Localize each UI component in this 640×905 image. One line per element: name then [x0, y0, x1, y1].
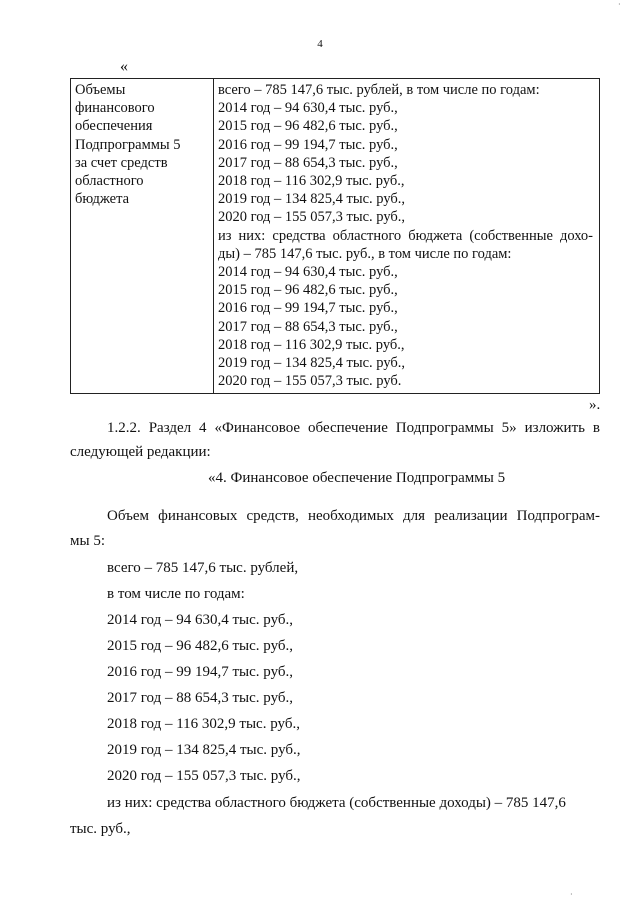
- closing-quote: ».: [589, 397, 601, 413]
- value-line-year: 2015 год – 96 482,6 тыс. руб.,: [218, 118, 398, 135]
- label-line: финансового: [75, 100, 155, 117]
- own-income-line-1: из них: средства областного бюджета (собственные доходы) – 785 147,6: [107, 795, 566, 811]
- section-heading: «4. Финансовое обеспечение Подпрограммы 5: [208, 470, 506, 486]
- own-income-line-2: тыс. руб.,: [70, 821, 131, 837]
- volume-para-line-1: Объем финансовых средств, необходимых для реализации Подпрограм-: [107, 508, 600, 524]
- volume-para-line-2: мы 5:: [70, 533, 105, 549]
- value-line-year: 2016 год – 99 194,7 тыс. руб.,: [218, 300, 398, 317]
- value-line-year: 2014 год – 94 630,4 тыс. руб.,: [218, 264, 398, 281]
- by-years-line: в том числе по годам:: [107, 586, 245, 602]
- year-line: 2014 год – 94 630,4 тыс. руб.,: [107, 612, 294, 628]
- value-line-year: 2014 год – 94 630,4 тыс. руб.,: [218, 100, 398, 117]
- label-line: бюджета: [75, 191, 130, 208]
- value-line-total: всего – 785 147,6 тыс. рублей, в том числе по годам:: [218, 82, 540, 98]
- label-line: обеспечения: [75, 118, 153, 135]
- value-line-year: 2018 год – 116 302,9 тыс. руб.,: [218, 173, 405, 190]
- label-line: областного: [75, 173, 144, 190]
- section-122-line-1: 1.2.2. Раздел 4 «Финансовое обеспечение Подпрограммы 5» изложить в: [107, 420, 600, 436]
- year-line: 2019 год – 134 825,4 тыс. руб.,: [107, 742, 301, 758]
- year-line: 2018 год – 116 302,9 тыс. руб.,: [107, 716, 300, 732]
- value-line-year: 2016 год – 99 194,7 тыс. руб.,: [218, 136, 398, 153]
- value-line-own-income-total: ды) – 785 147,6 тыс. руб., в том числе по годам:: [218, 245, 512, 262]
- year-line: 2017 год – 88 654,3 тыс. руб.,: [107, 690, 294, 706]
- value-line-year: 2017 год – 88 654,3 тыс. руб.,: [218, 318, 398, 335]
- value-line-year: 2020 год – 155 057,3 тыс. руб.: [218, 373, 402, 390]
- value-line-year: 2015 год – 96 482,6 тыс. руб.,: [218, 282, 398, 299]
- value-line-year: 2019 год – 134 825,4 тыс. руб.,: [218, 191, 406, 208]
- table-row: [71, 79, 600, 394]
- year-line: 2020 год – 155 057,3 тыс. руб.,: [107, 768, 301, 784]
- value-line-year: 2020 год – 155 057,3 тыс. руб.,: [218, 209, 406, 226]
- value-line-year: 2018 год – 116 302,9 тыс. руб.,: [218, 336, 405, 353]
- table-value-cell: [214, 79, 600, 394]
- scan-mark: ·: [570, 890, 573, 899]
- scan-mark: ·: [618, 0, 621, 9]
- label-line: Подпрограммы 5: [75, 136, 181, 153]
- value-line-year: 2019 год – 134 825,4 тыс. руб.,: [218, 355, 406, 372]
- year-line: 2015 год – 96 482,6 тыс. руб.,: [107, 638, 294, 654]
- page-number: 4: [317, 38, 323, 50]
- year-line: 2016 год – 99 194,7 тыс. руб.,: [107, 664, 294, 680]
- value-line-year: 2017 год – 88 654,3 тыс. руб.,: [218, 154, 398, 171]
- total-line: всего – 785 147,6 тыс. рублей,: [107, 560, 299, 576]
- opening-quote: «: [120, 58, 128, 75]
- funding-table: [70, 78, 600, 394]
- label-line: за счет средств: [75, 154, 168, 171]
- section-122-line-2: следующей редакции:: [70, 444, 211, 460]
- label-line: Объемы: [75, 82, 126, 98]
- table-label-cell: [71, 79, 214, 394]
- value-line-own-income: из них: средства областного бюджета (собственные дохо-: [218, 227, 593, 244]
